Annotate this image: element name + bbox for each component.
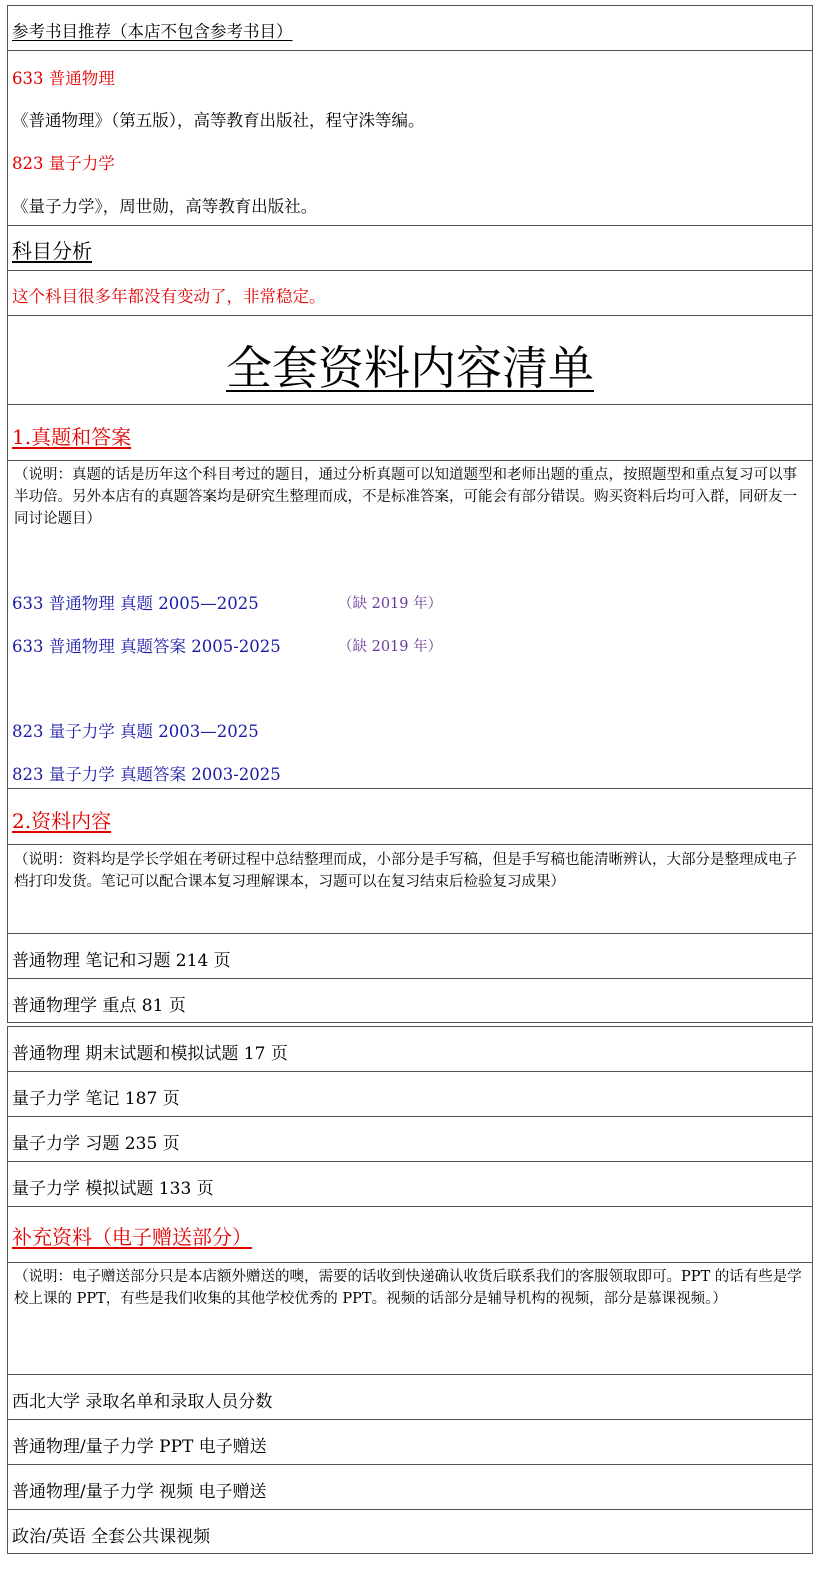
section1-note: （说明：真题的话是历年这个科目考过的题目，通过分析真题可以知道题型和老师出题的重点，按照题型和重点复习可以事半功倍。另外本店有的真题答案均是研究生整理而成，不是标准答案，可能会有部分错误。购买资料后均可入群，同研友一同讨论题目） [14, 467, 797, 527]
bonus-row-text: 政治/英语 全套公共课视频 [12, 1527, 211, 1547]
main-title: 全套资料内容清单 [226, 341, 594, 395]
material-row-text: 量子力学 模拟试题 133 页 [12, 1179, 214, 1199]
reference-code: 823 量子力学 [12, 154, 115, 173]
reference-book: 《量子力学》，周世勋，高等教育出版社。 [12, 197, 318, 216]
bonus-row-text: 西北大学 录取名单和录取人员分数 [12, 1392, 273, 1412]
bonus-row [7, 1464, 813, 1509]
section2-heading-cell [7, 788, 813, 844]
material-row [7, 978, 813, 1023]
section2-heading: 2.资料内容 [12, 809, 112, 833]
analysis-text-cell [7, 270, 813, 315]
reference-book: 《普通物理》（第五版），高等教育出版社，程守洙等编。 [12, 111, 425, 130]
section3-note: （说明：电子赠送部分只是本店额外赠送的噢，需要的话收到快递确认收货后联系我们的客服领取即可。PPT 的话有些是学校上课的 PPT，有些是我们收集的其他学校优秀的 PPT。视频的话部分是辅导机构的视频，部分是慕课视频。） [14, 1269, 802, 1307]
section3-heading-cell [7, 1206, 813, 1262]
document [7, 5, 813, 1554]
material-row-text: 普通物理学 重点 81 页 [12, 996, 186, 1016]
section1-body-cell [7, 460, 813, 788]
references-heading: 参考书目推荐（本店不包含参考书目） [12, 22, 293, 41]
exam-item: 823 量子力学 真题答案 2003-2025 [12, 765, 281, 784]
material-row-text: 量子力学 笔记 187 页 [12, 1089, 180, 1109]
analysis-heading-cell [7, 225, 813, 270]
exam-item: 633 普通物理 真题 2005—2025 [12, 594, 259, 613]
section1-heading-cell [7, 404, 813, 460]
section3-heading: 补充资料（电子赠送部分） [12, 1225, 252, 1249]
section2-note: （说明：资料均是学长学姐在考研过程中总结整理而成，小部分是手写稿，但是手写稿也能清晰辨认，大部分是整理成电子档打印发货。笔记可以配合课本复习理解课本，习题可以在复习结束后检验复习成果） [14, 852, 797, 890]
reference-code: 633 普通物理 [12, 69, 115, 88]
bonus-row [7, 1374, 813, 1419]
analysis-heading: 科目分析 [12, 239, 92, 263]
material-row [7, 1116, 813, 1161]
exam-item-extra: （缺 2019 年） [338, 639, 443, 655]
exam-item: 633 普通物理 真题答案 2005-2025 [12, 637, 281, 656]
material-row [7, 1161, 813, 1206]
section2-note-cell [7, 844, 813, 933]
main-title-cell [7, 315, 813, 404]
material-row-text: 普通物理 期末试题和模拟试题 17 页 [12, 1044, 288, 1064]
analysis-text: 这个科目很多年都没有变动了，非常稳定。 [12, 287, 326, 306]
material-row [7, 933, 813, 978]
bonus-row-text: 普通物理/量子力学 视频 电子赠送 [12, 1482, 267, 1502]
bonus-row [7, 1419, 813, 1464]
bonus-row-text: 普通物理/量子力学 PPT 电子赠送 [12, 1437, 267, 1457]
material-row [7, 1071, 813, 1116]
bonus-row [7, 1509, 813, 1554]
section1-heading: 1.真题和答案 [12, 425, 132, 449]
material-row-text: 量子力学 习题 235 页 [12, 1134, 180, 1154]
exam-item: 823 量子力学 真题 2003—2025 [12, 722, 259, 741]
exam-item-extra: （缺 2019 年） [338, 596, 443, 612]
references-list-cell [7, 50, 813, 225]
references-heading-cell [7, 5, 813, 50]
section3-note-cell [7, 1262, 813, 1374]
material-row [7, 1026, 813, 1071]
material-row-text: 普通物理 笔记和习题 214 页 [12, 951, 231, 971]
